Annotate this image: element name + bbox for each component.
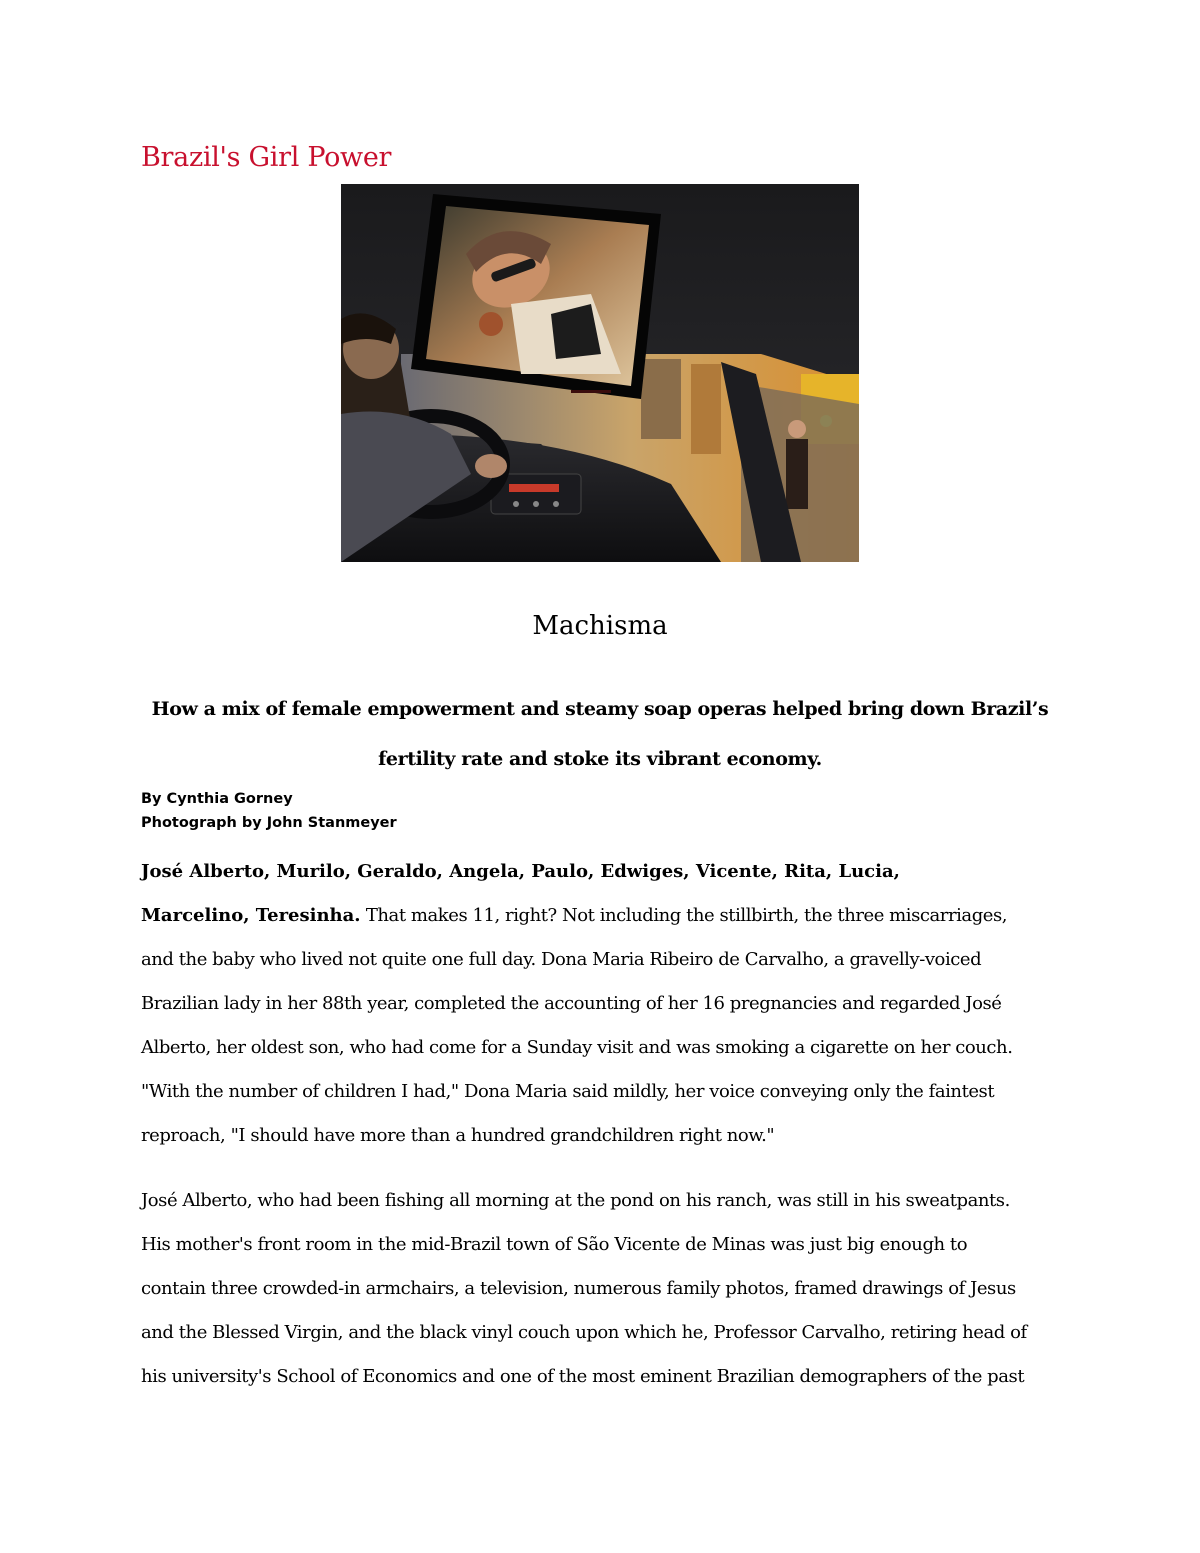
paragraph-line: José Alberto, who had been fishing all morning at the pond on his ranch, was still in his sweatpants.: [141, 1190, 1010, 1211]
paragraph-text: That makes 11, right? Not including the stillbirth, the three miscarriages,: [360, 905, 1008, 926]
article-deck: [130, 684, 1070, 784]
deck-line: How a mix of female empowerment and steamy soap operas helped bring down Brazil’s: [151, 698, 1049, 720]
body-paragraph: [141, 850, 1066, 1158]
paragraph-line: contain three crowded-in armchairs, a television, numerous family photos, framed drawings of Jesus: [141, 1278, 1016, 1299]
article-headline: Machisma: [532, 611, 668, 641]
paragraph-line: His mother's front room in the mid-Brazil town of São Vicente de Minas was just big enough to: [141, 1234, 968, 1255]
photographer-credit: Photograph by John Stanmeyer: [141, 815, 397, 831]
body-paragraph: [141, 1179, 1066, 1399]
paragraph-line: [141, 850, 1066, 894]
names-list: José Alberto, Murilo, Geraldo, Angela, Paulo, Edwiges, Vicente, Rita, Lucia,: [141, 861, 900, 882]
byline: [141, 787, 397, 835]
deck-line: fertility rate and stoke its vibrant economy.: [378, 748, 822, 770]
paragraph-line: [141, 894, 1066, 938]
names-list: Marcelino, Teresinha.: [141, 905, 361, 926]
author-credit: By Cynthia Gorney: [141, 791, 293, 807]
paragraph-line: reproach, "I should have more than a hundred grandchildren right now.": [141, 1125, 775, 1146]
paragraph-line: and the Blessed Virgin, and the black vinyl couch upon which he, Professor Carvalho, retiring head of: [141, 1322, 1027, 1343]
paragraph-line: Alberto, her oldest son, who had come for a Sunday visit and was smoking a cigarette on her couch.: [141, 1037, 1013, 1058]
article-photo: [341, 184, 859, 562]
paragraph-line: Brazilian lady in her 88th year, completed the accounting of her 16 pregnancies and regarded José: [141, 993, 1002, 1014]
paragraph-line: and the baby who lived not quite one full day. Dona Maria Ribeiro de Carvalho, a gravelly-voiced: [141, 949, 982, 970]
article-title: Brazil's Girl Power: [141, 142, 392, 173]
paragraph-line: "With the number of children I had," Dona Maria said mildly, her voice conveying only the faintest: [141, 1081, 995, 1102]
paragraph-line: his university's School of Economics and one of the most eminent Brazilian demographers of the past: [141, 1366, 1025, 1387]
